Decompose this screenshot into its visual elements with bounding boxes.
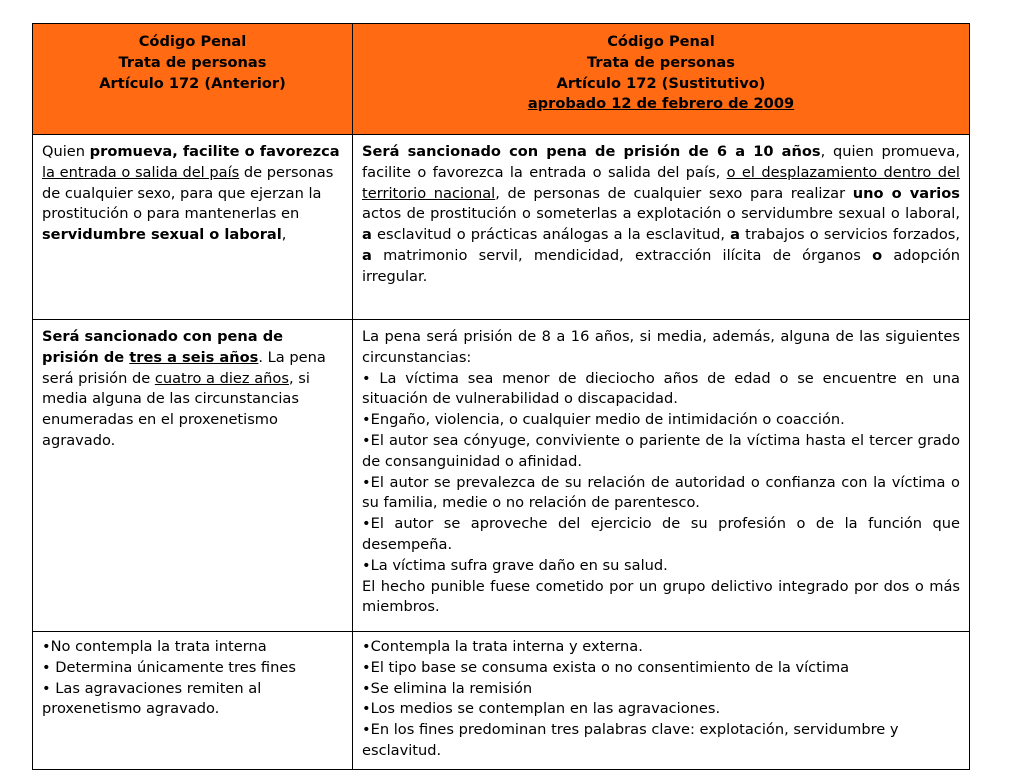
header-right-date: aprobado 12 de febrero de 2009 [527, 95, 795, 113]
list-item: • La víctima sea menor de dieciocho años de edad o se encuentre en una situación de vulnerabilidad o discapacidad. [362, 369, 960, 408]
comparison-table [32, 23, 970, 770]
bold-text: a [730, 226, 741, 244]
list-item: •No contempla la trata interna [42, 638, 267, 655]
bold-text: a [362, 226, 372, 244]
text: Quien [42, 143, 90, 160]
list-item: •Contempla la trata interna y externa. [362, 638, 643, 655]
text: . La pena será prisión de [42, 348, 326, 387]
underlined-text: cuatro a diez años [154, 369, 289, 387]
row2-left-cell [33, 320, 353, 632]
row2-right-cell [353, 320, 970, 632]
bold-text: promueva, facilite o favorezca [89, 143, 340, 160]
list-item: •Los medios se contemplan en las agravaciones. [362, 700, 721, 718]
list-item: •El autor se prevalezca de su relación de autoridad o confianza con la víctima o su familia, medie o no relación de parentesco. [362, 473, 960, 512]
underlined-text: o el desplazamiento dentro del territorio nacional [362, 163, 960, 202]
text: , si media alguna de las circunstancias enumeradas en el proxenetismo agravado. [42, 369, 310, 449]
row3-left-cell [33, 632, 353, 770]
table-row [33, 632, 970, 770]
text: de personas de cualquier sexo, para que ejerzan la prostitución o para mantenerlas en [42, 163, 334, 223]
paragraph: El hecho punible fuese cometido por un grupo delictivo integrado por dos o más miembros. [362, 577, 960, 616]
header-left-line: Código Penal [138, 33, 247, 50]
text: , de personas de cualquier sexo para realizar [495, 184, 853, 202]
list-item: •Se elimina la remisión [362, 679, 533, 697]
row1-left-cell [33, 135, 353, 320]
header-right [353, 24, 970, 135]
header-right-line: Artículo 172 (Sustitutivo) [556, 74, 766, 92]
text: trabajos o servicios forzados, [740, 226, 960, 244]
header-right-line: Código Penal [607, 33, 715, 50]
text: actos de prostitución o someterlas a explotación o servidumbre sexual o laboral, [362, 205, 960, 223]
text: esclavitud o prácticas análogas a la esclavitud, [371, 226, 731, 244]
paragraph: La pena será prisión de 8 a 16 años, si media, además, alguna de las siguientes circunstancias: [362, 328, 960, 366]
list-item: •La víctima sufra grave daño en su salud. [362, 556, 668, 574]
bold-text: a [362, 246, 372, 264]
list-item: •Engaño, violencia, o cualquier medio de intimidación o coacción. [362, 411, 845, 429]
text: adopción irregular. [362, 246, 960, 285]
bold-text: o [872, 246, 883, 264]
list-item: •En los fines predominan tres palabras clave: explotación, servidumbre y esclavitud. [362, 721, 899, 759]
underlined-text: la entrada o salida del país [42, 163, 240, 181]
list-item: •El autor sea cónyuge, conviviente o pariente de la víctima hasta el tercer grado de consanguinidad o afinidad. [362, 431, 960, 470]
bold-text: servidumbre sexual o laboral [42, 226, 282, 244]
list-item: • Determina únicamente tres fines [42, 658, 296, 676]
header-left [33, 24, 353, 135]
list-item: •El autor se aproveche del ejercicio de su profesión o de la función que desempeña. [362, 515, 960, 553]
text: , quien promueva, facilite o favorezca la entrada o salida del país, [362, 143, 961, 181]
row1-right-cell [353, 135, 970, 320]
bold-text: uno o varios [852, 184, 960, 202]
list-item: •El tipo base se consuma exista o no consentimiento de la víctima [362, 658, 850, 676]
header-right-line: Trata de personas [587, 53, 735, 71]
bold-underlined-text: tres a seis años [129, 348, 259, 366]
table-row [33, 320, 970, 632]
header-left-line: Trata de personas [118, 53, 267, 71]
list-item: • Las agravaciones remiten al proxenetismo agravado. [42, 679, 262, 718]
header-row [33, 24, 970, 135]
table-row [33, 135, 970, 320]
text: , [281, 226, 287, 244]
bold-text: Será sancionado con pena de prisión de 6 a 10 años [362, 143, 821, 160]
row3-right-cell [353, 632, 970, 770]
header-left-line: Artículo 172 (Anterior) [99, 74, 286, 92]
bold-text: Será sancionado con pena de prisión de [42, 328, 284, 366]
text: matrimonio servil, mendicidad, extracción ilícita de órganos [371, 246, 873, 264]
